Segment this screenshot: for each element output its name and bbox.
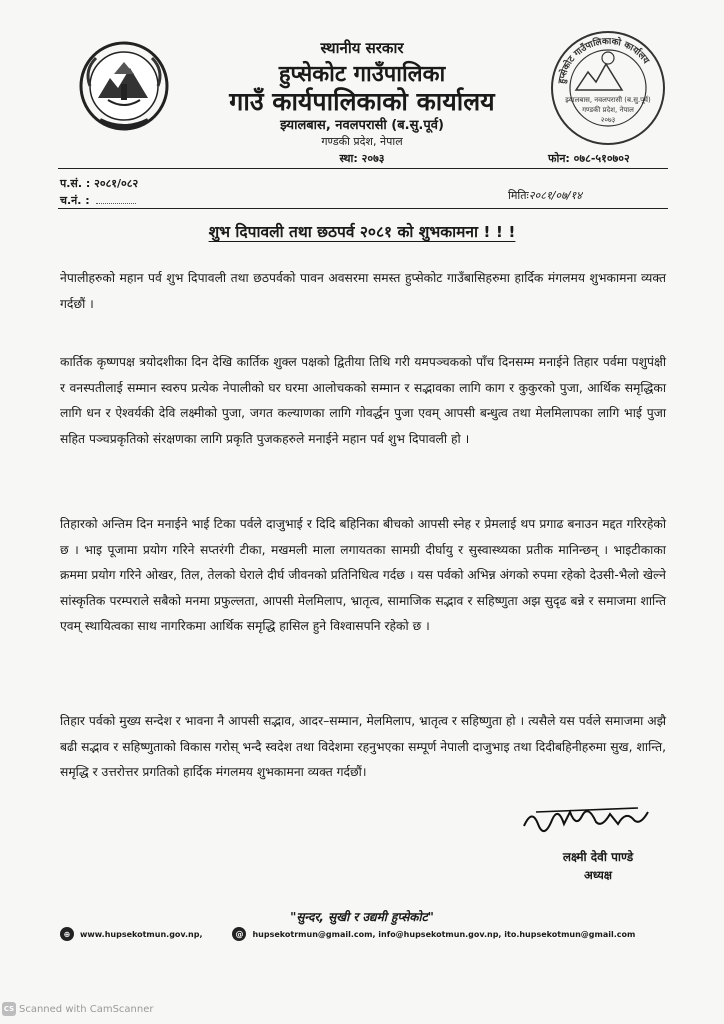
seal-ring-text: हुप्सेकोट गाउँपालिकाको कार्यालय: [557, 36, 651, 85]
meta-divider: [58, 208, 668, 209]
letter-date-value: २०८१/०७/१४: [528, 189, 582, 202]
reference-number-label: प.सं. :: [60, 177, 91, 190]
letter-title: शुभ दिपावली तथा छठपर्व २०८१ को शुभकामना ! ! !: [208, 223, 516, 241]
seal-year: २०७३: [600, 116, 616, 124]
letter-date-label: मितिः: [508, 189, 529, 202]
letter-date: [508, 188, 582, 203]
reference-number-value: २०८१/०८२: [94, 177, 139, 190]
letter-paragraph-2: कार्तिक कृष्णपक्ष त्रयोदशीका दिन देखि कार्तिक शुक्ल पक्षको द्वितीया तिथि गरी यमपञ्चकको पाँच दिनसम्म मनाईने तिहार पर्वमा पशुपंक्षी र वनस्पतीलाई सम्मान स्वरुप प्रत्येक नेपालीको घर घरमा आलोचकको सम्मान र सद्भावका लागि काग र कुकुरको पुजा, आर्थिक समृद्धिका लागि धन र ऐश्वर्यकी देवि लक्ष्मीको पुजा, जगत कल्याणका लागि गोवर्द्धन पुजा एवम् आपसी बन्धुत्व तथा मेलमिलापका लागि भाई पुजा सहित पञ्चप्रकृतिको संरक्षणका लागि प्रकृति पुजकहरुले मनाईने महान पर्व शुभ दिपावली हो ।: [60, 355, 666, 446]
footer-emails: hupsekotrmun@gmail.com, info@hupsekotmun.gov.np, ito.hupsekotmun@gmail.com: [252, 929, 636, 939]
dispatch-number: [60, 193, 136, 208]
header-divider: [58, 168, 668, 169]
footer-contacts: [60, 926, 664, 942]
header-address: झ्यालबास, नवलपरासी (ब.सु.पूर्व): [280, 118, 444, 133]
dispatch-number-label: च.नं. :: [60, 194, 90, 207]
header-office-name: गाउँ कार्यपालिकाको कार्यालय: [229, 87, 495, 116]
seal-address: झ्यालबास, नवलपरासी (ब.सु.पूर्व): [565, 96, 651, 104]
reference-number: [60, 176, 138, 191]
dispatch-number-blank: [96, 203, 136, 204]
letter-paragraph-4: तिहार पर्वको मुख्य सन्देश र भावना नै आपसी सद्भाव, आदर–सम्मान, मेलमिलाप, भ्रातृत्व र सहिष्णुता हो । त्यसैले यस पर्वले समाजमा अझै बढी सद्भाव र सहिष्णुताको विकास गरोस् भन्दै स्वदेश तथा विदेशमा रहनुभएका सम्पूर्ण नेपाली दाजुभाइ तथा दिदीबहिनीहरुमा सुख, शान्ति, समृद्धि र उत्तरोत्तर प्रगतिको हार्दिक मंगलमय शुभकामना व्यक्त गर्दछौं।: [60, 714, 666, 779]
office-seal-stamp: [548, 28, 668, 148]
camscanner-logo-icon: CS: [2, 1002, 16, 1016]
header-municipality-name: हुप्सेकोट गाउँपालिका: [278, 62, 446, 87]
header-established: स्था: २०७३: [339, 152, 385, 165]
globe-icon: ⊕: [60, 927, 74, 941]
camscanner-watermark: [2, 1002, 154, 1016]
seal-province: गण्डकी प्रदेश, नेपाल: [582, 106, 634, 114]
footer-slogan: "सुन्दर, सुखी र उद्यमी हुप्सेकोट": [290, 910, 434, 924]
footer-website: www.hupsekotmun.gov.np,: [80, 929, 203, 939]
header-local-government: स्थानीय सरकार: [320, 39, 404, 57]
signatory-title: अध्यक्ष: [583, 868, 613, 882]
email-icon: @: [232, 927, 246, 941]
header-phone: फोन: ०७८-५१०७०२: [548, 152, 630, 165]
letter-paragraph-3: तिहारको अन्तिम दिन मनाईने भाई टिका पर्वले दाजुभाई र दिदि बहिनिका बीचको आपसी स्नेह र प्रेमलाई थप प्रगाढ बनाउन मद्दत गरिरहेको छ । भाइ पूजामा प्रयोग गरिने सप्तरंगी टीका, मखमली माला लगायतका सामग्री दीर्घायु र सुस्वास्थ्यका प्रतीक मानिन्छन् । भाइटीकाका क्रममा प्रयोग गरिने ओखर, तिल, तेलको घेराले दीर्घ जीवनको प्रतिनिधित्व गर्दछ । यस पर्वको अभिन्न अंगको रुपमा रहेको देउसी-भैलो खेल्ने सांस्कृतिक परम्पराले सबैको मनमा प्रफुल्लता, आपसी मेलमिलाप, भ्रातृत्व, सामाजिक सद्भाव र सहिष्णुता अझ सुदृढ बन्ने र समाजमा शान्ति एवम् स्थायित्वका साथ नागरिकमा आर्थिक समृद्धि हासिल हुने विश्वासपनि रहेको छ ।: [60, 517, 666, 633]
letter-paragraph-1: नेपालीहरुको महान पर्व शुभ दिपावली तथा छठपर्वको पावन अवसरमा समस्त हुप्सेकोट गाउँबासिहरुमा हार्दिक मंगलमय शुभकामना व्यक्त गर्दछौं ।: [60, 271, 666, 311]
camscanner-label: Scanned with CamScanner: [19, 1003, 154, 1015]
handwritten-signature: [518, 798, 668, 838]
header-province: गण्डकी प्रदेश, नेपाल: [321, 135, 403, 148]
signatory-name: लक्ष्मी देवी पाण्डे: [562, 850, 634, 864]
